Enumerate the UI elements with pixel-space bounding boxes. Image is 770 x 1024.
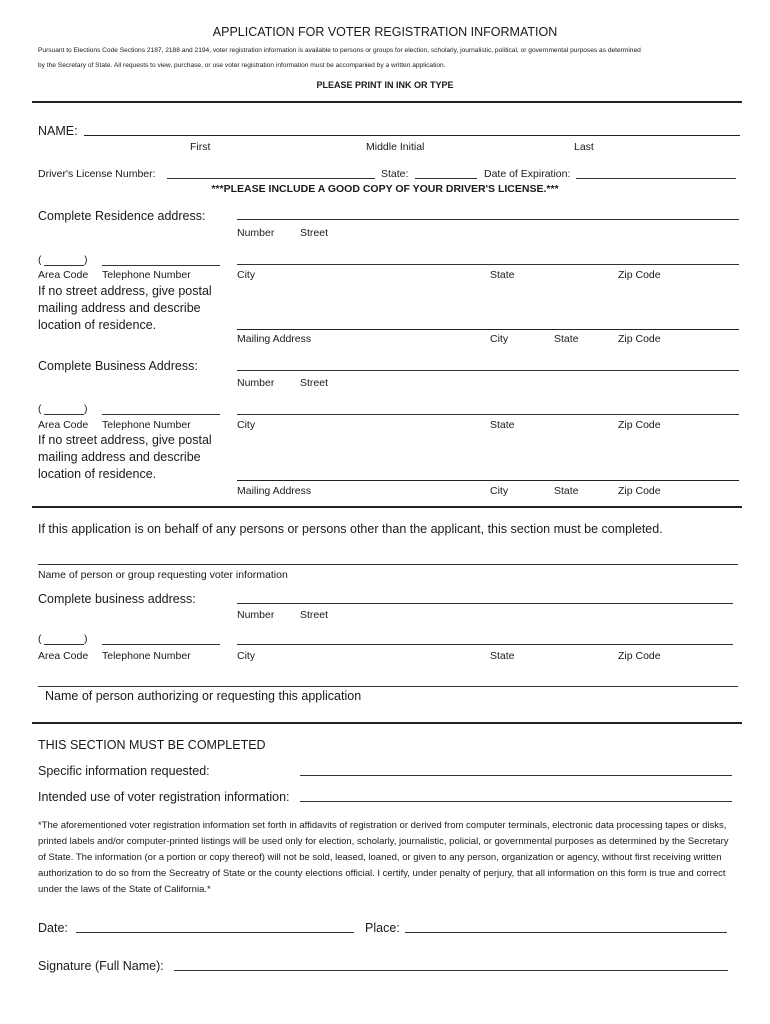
name-middle-caption: Middle Initial	[366, 141, 425, 153]
business-zip-caption: Zip Code	[618, 419, 661, 431]
behalf-paren-open: (	[38, 633, 42, 645]
business-note-line1: If no street address, give postal	[38, 433, 212, 447]
behalf-statement: If this application is on behalf of any persons or persons other than the applicant, this section must be completed.	[38, 522, 663, 536]
divider-lower	[32, 722, 742, 724]
residence-note-line1: If no street address, give postal	[38, 284, 212, 298]
certification-text: *The aforementioned voter registration information set forth in affidavits of registration or derived from computer terminals, electronic data processing tapes or disks, printed labels and/or computer-printed listings will be used only for election, scholarly, journalistic, policial, or governmental purposes as determined by the Secretary of State. The information (or a portion or copy thereof) will not be sold, leased, loaned, or given to any person, organization or agency, without first receiving written authorization to do so from the Secreatry of State or the county elections official. I certify, under penalty of perjury, that all information on this form is true and correct under the laws of the State of California.*	[38, 820, 729, 895]
license-state-field[interactable]	[415, 178, 477, 179]
form-title: APPLICATION FOR VOTER REGISTRATION INFORMATION	[212, 25, 558, 39]
business-city-caption: City	[237, 419, 256, 431]
residence-mailing-state-caption: State	[554, 333, 579, 345]
residence-city-field[interactable]	[237, 264, 739, 265]
behalf-area-code-field[interactable]	[44, 644, 84, 645]
specific-info-field[interactable]	[300, 775, 732, 776]
business-paren-close: )	[84, 403, 88, 415]
residence-street-field[interactable]	[237, 219, 739, 220]
business-mailing-caption: Mailing Address	[237, 485, 312, 497]
residence-number-caption: Number	[237, 227, 275, 239]
license-state-label: State:	[381, 168, 409, 180]
residence-area-code-field[interactable]	[44, 265, 84, 266]
business-street-caption: Street	[300, 377, 329, 389]
behalf-city-caption: City	[237, 650, 256, 662]
residence-note-line3: location of residence.	[38, 318, 157, 332]
business-city-field[interactable]	[237, 414, 739, 415]
requester-name-field[interactable]	[38, 564, 738, 565]
business-mailing-state-caption: State	[554, 485, 579, 497]
residence-mailing-field[interactable]	[237, 329, 739, 330]
behalf-address-label: Complete business address:	[38, 592, 196, 606]
name-first-caption: First	[190, 141, 211, 153]
residence-mailing-city-caption: City	[490, 333, 509, 345]
divider-top	[32, 101, 742, 103]
specific-info-label: Specific information requested:	[38, 764, 210, 778]
place-field[interactable]	[405, 932, 727, 933]
license-number-label: Driver's License Number:	[38, 168, 156, 180]
intended-use-field[interactable]	[300, 801, 732, 802]
behalf-phone-caption: Telephone Number	[102, 650, 191, 662]
license-expiration-field[interactable]	[576, 178, 736, 179]
behalf-street-caption: Street	[300, 609, 329, 621]
behalf-state-caption: State	[490, 650, 515, 662]
business-mailing-zip-caption: Zip Code	[618, 485, 661, 497]
name-last-caption: Last	[574, 141, 594, 153]
business-street-field[interactable]	[237, 370, 739, 371]
residence-city-caption: City	[237, 269, 256, 281]
license-copy-notice: ***PLEASE INCLUDE A GOOD COPY OF YOUR DRIVER'S LICENSE.***	[211, 183, 559, 195]
residence-note-line2: mailing address and describe	[38, 301, 201, 315]
residence-state-caption: State	[490, 269, 515, 281]
intro-text-line1: Pursuant to Elections Code Sections 2187, 2188 and 2194, voter registration information is available to persons or groups for election, scholarly, journalistic, political, or governmental purposes as determined	[38, 47, 641, 54]
business-area-code-field[interactable]	[44, 414, 84, 415]
business-paren-open: (	[38, 403, 42, 415]
name-field[interactable]	[84, 135, 740, 136]
residence-zip-caption: Zip Code	[618, 269, 661, 281]
authorizing-name-caption: Name of person authorizing or requesting this application	[45, 689, 362, 703]
license-expiration-label: Date of Expiration:	[484, 168, 571, 180]
intro-text-line2: by the Secretary of State. All requests to view, purchase, or use voter registration information must be accompanied by a written application.	[38, 62, 446, 69]
signature-field[interactable]	[174, 970, 728, 971]
requester-name-caption: Name of person or group requesting voter information	[38, 569, 288, 581]
residence-mailing-zip-caption: Zip Code	[618, 333, 661, 345]
behalf-street-field[interactable]	[237, 603, 733, 604]
print-notice: PLEASE PRINT IN INK OR TYPE	[316, 80, 454, 90]
residence-paren-close: )	[84, 254, 88, 266]
residence-address-label: Complete Residence address:	[38, 209, 206, 223]
intended-use-label: Intended use of voter registration information:	[38, 790, 290, 804]
business-address-label: Complete Business Address:	[38, 359, 198, 373]
business-state-caption: State	[490, 419, 515, 431]
residence-phone-field[interactable]	[102, 265, 220, 266]
business-note-line3: location of residence.	[38, 467, 157, 481]
name-label: NAME:	[38, 124, 78, 138]
business-note-line2: mailing address and describe	[38, 450, 201, 464]
business-phone-caption: Telephone Number	[102, 419, 191, 431]
place-label: Place:	[365, 921, 400, 935]
behalf-paren-close: )	[84, 633, 88, 645]
business-area-code-caption: Area Code	[38, 419, 89, 431]
residence-mailing-caption: Mailing Address	[237, 333, 312, 345]
behalf-number-caption: Number	[237, 609, 275, 621]
business-mailing-field[interactable]	[237, 480, 739, 481]
residence-phone-caption: Telephone Number	[102, 269, 191, 281]
residence-paren-open: (	[38, 254, 42, 266]
residence-street-caption: Street	[300, 227, 329, 239]
required-section-heading: THIS SECTION MUST BE COMPLETED	[38, 738, 266, 752]
behalf-city-field[interactable]	[237, 644, 733, 645]
business-mailing-city-caption: City	[490, 485, 509, 497]
date-field[interactable]	[76, 932, 354, 933]
divider-middle	[32, 506, 742, 508]
business-phone-field[interactable]	[102, 414, 220, 415]
authorizing-name-field[interactable]	[38, 686, 738, 687]
date-label: Date:	[38, 921, 68, 935]
behalf-area-code-caption: Area Code	[38, 650, 89, 662]
behalf-phone-field[interactable]	[102, 644, 220, 645]
business-number-caption: Number	[237, 377, 275, 389]
behalf-zip-caption: Zip Code	[618, 650, 661, 662]
license-number-field[interactable]	[167, 178, 375, 179]
signature-label: Signature (Full Name):	[38, 959, 164, 973]
residence-area-code-caption: Area Code	[38, 269, 89, 281]
